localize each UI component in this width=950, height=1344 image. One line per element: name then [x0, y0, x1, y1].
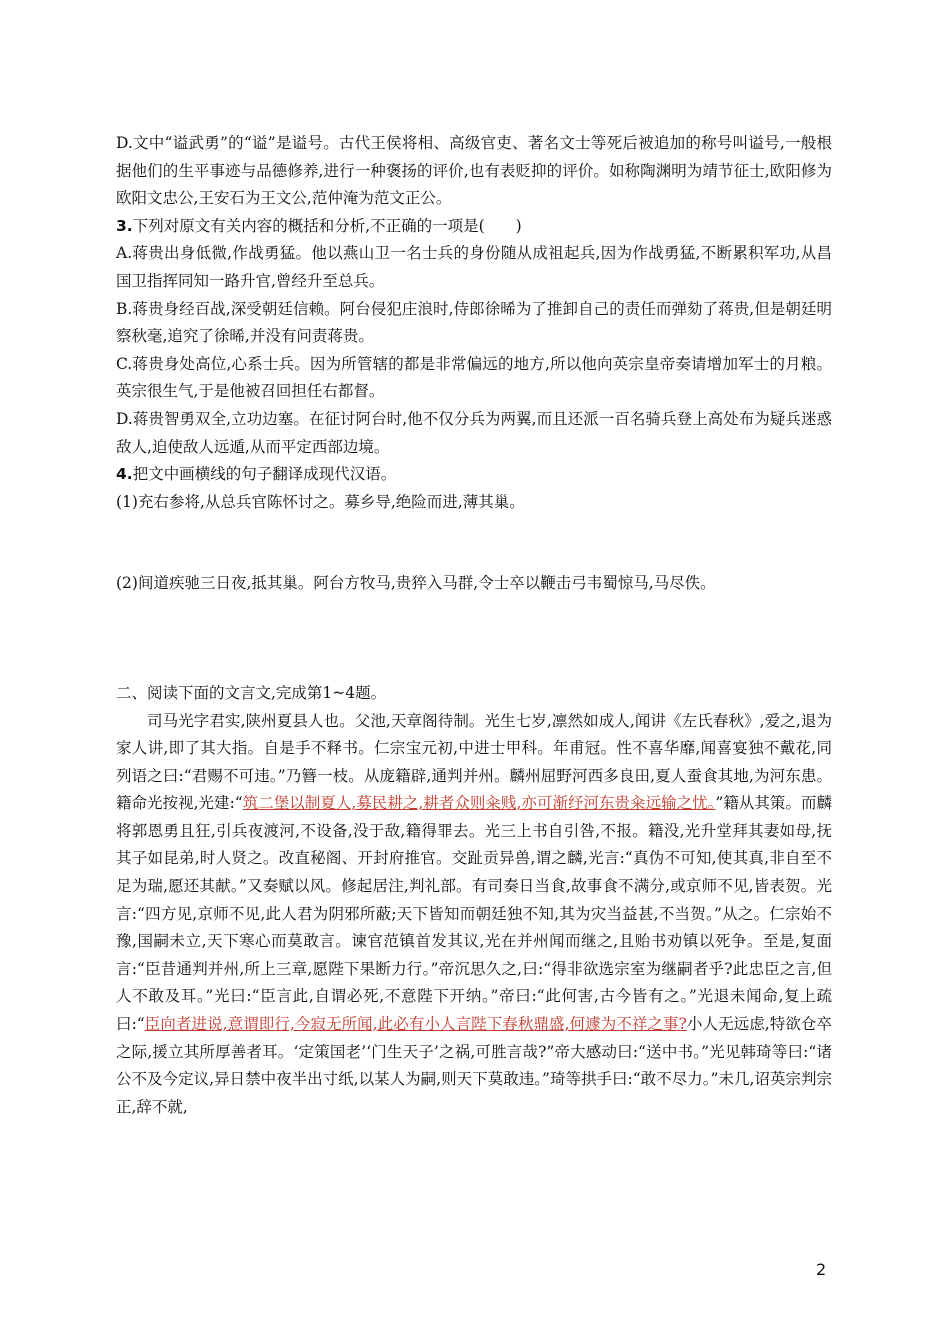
q3-option-b: B.蒋贵身经百战,深受朝廷信赖。阿台侵犯庄浪时,侍郎徐晞为了推卸自己的责任而弹劾了蒋贵,但是朝廷明察秋毫,追究了徐晞,并没有问责蒋贵。	[116, 299, 832, 346]
q3-stem-text: 下列对原文有关内容的概括和分析,不正确的一项是( )	[132, 216, 522, 235]
q4-number: 4.	[116, 465, 133, 484]
passage-paragraph	[116, 708, 832, 1122]
passage-text-1: 司马光字君实,陕州夏县人也。父池,天章阁待制。光生七岁,凛然如成人,闻讲《左氏春秋》,爱之,退为家人讲,即了其大指。自是手不释书。仁宗宝元初,中进士甲科。年甫冠。性不喜华靡,闻喜宴独不戴花,同列语之曰:“君赐不可违。”乃簪一枝。从庞籍辟,通判并州。麟州屈野河西多良田,夏人蚕食其地,为河东患。籍命光按视,光建:“	[116, 711, 832, 813]
underlined-sentence-2: 臣向者进说,意谓即行,今寂无所闻,此必有小人言陛下春秋鼎盛,何遽为不祥之事?	[144, 1015, 687, 1034]
passage-text-3: 小人无远虑,特欲仓卒之际,援立其所厚善者耳。‘定策国老’‘门生天子’之祸,可胜言哉?”帝大感动曰:“送中书。”光见韩琦等曰:“诸公不及今定议,异日禁中夜半出寸纸,以某人为嗣,则天下莫敢违。”琦等拱手曰:“敢不尽力。”未几,诏英宗判宗正,辞不就,	[116, 1015, 832, 1116]
underlined-sentence-1: 筑二堡以制夏人,募民耕之,耕者众则籴贱,亦可渐纾河东贵籴远输之忧。	[242, 794, 716, 813]
answer-space-2	[116, 598, 832, 680]
q3-stem	[116, 213, 832, 241]
page-number: 2	[816, 1260, 827, 1279]
q3-option-a: A.蒋贵出身低微,作战勇猛。他以燕山卫一名士兵的身份随从成祖起兵,因为作战勇猛,不断累积军功,从昌国卫指挥同知一路升官,曾经升至总兵。	[116, 244, 832, 290]
passage-text-2: ”籍从其策。而麟将郭恩勇且狂,引兵夜渡河,不设备,没于敌,籍得罪去。光三上书自引咎,不报。籍没,光升堂拜其妻如母,抚其子如昆弟,时人贤之。改直秘阁、开封府推官。交趾贡异兽,谓之麟,光言:“真伪不可知,使其真,非自至不足为瑞,愿还其献。”又奏赋以风。修起居注,判礼部。有司奏日当食,故事食不满分,或京师不见,皆表贺。光言:“四方见,京师不见,此人君为阴邪所蔽;天下皆知而朝廷独不知,其为灾当益甚,不当贺。”从之。仁宗始不豫,国嗣未立,天下寒心而莫敢言。谏官范镇首发其议,光在并州闻而继之,且贻书劝镇以死争。至是,复面言:“臣昔通判并州,所上三章,愿陛下果断力行。”帝沉思久之,曰:“得非欲选宗室为继嗣者乎?此忠臣之言,但人不敢及耳。”光曰:“臣言此,自谓必死,不意陛下开纳。”帝曰:“此何害,古今皆有之。”光退未闻命,复上疏曰:“	[116, 794, 832, 1034]
q3-option-d: D.蒋贵智勇双全,立功边塞。在征讨阿台时,他不仅分兵为两翼,而且还派一百名骑兵登上高处布为疑兵迷惑敌人,迫使敌人远遁,从而平定西部边境。	[116, 409, 832, 456]
q3-number: 3.	[116, 216, 133, 235]
document-page	[116, 130, 832, 1121]
q3-option-c: C.蒋贵身处高位,心系士兵。因为所管辖的都是非常偏远的地方,所以他向英宗皇帝奏请增加军士的月粮。英宗很生气,于是他被召回担任右都督。	[116, 354, 832, 401]
answer-space-1	[116, 516, 832, 570]
q2-option-d: D.文中“谥武勇”的“谥”是谥号。古代王侯将相、高级官吏、著名文士等死后被追加的称号叫谥号,一般根据他们的生平事迹与品德修养,进行一种褒扬的评价,也有表贬抑的评价。如称陶渊明为靖节征士,欧阳修为欧阳文忠公,王安石为王文公,范仲淹为范文正公。	[116, 134, 832, 208]
section2-heading: 二、阅读下面的文言文,完成第1~4题。	[116, 683, 387, 702]
q4-item-1: (1)充右参将,从总兵官陈怀讨之。募乡导,绝险而进,薄其巢。	[116, 492, 525, 511]
q4-stem-text: 把文中画横线的句子翻译成现代汉语。	[132, 465, 397, 484]
q4-item-2: (2)间道疾驰三日夜,抵其巢。阿台方牧马,贵猝入马群,令士卒以鞭击弓韦蜀惊马,马尽佚。	[116, 574, 716, 593]
q4-stem	[116, 461, 832, 489]
